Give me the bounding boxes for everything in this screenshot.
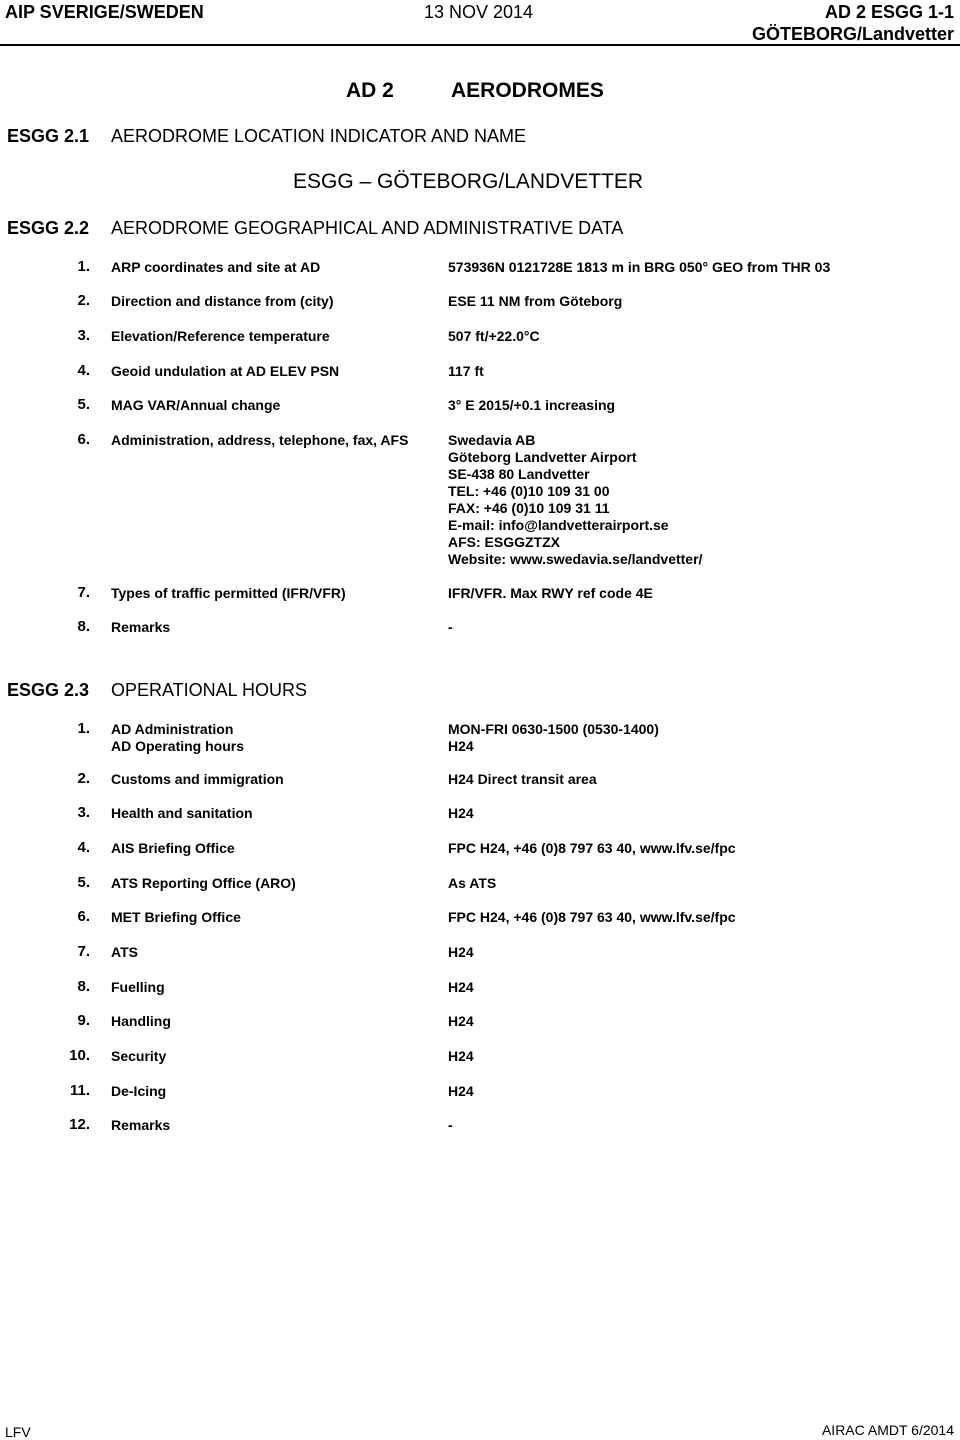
- row-label-line: Types of traffic permitted (IFR/VFR): [111, 585, 346, 601]
- row-label: [111, 1083, 166, 1100]
- row-label: [111, 771, 284, 788]
- row-number: 1.: [77, 258, 90, 275]
- header-right: [752, 1, 954, 45]
- row-value: [448, 979, 474, 996]
- section-code-2-2: ESGG 2.2: [7, 218, 90, 238]
- row-value: [448, 721, 659, 755]
- row-number: 3.: [77, 327, 90, 344]
- row-label: [111, 293, 333, 310]
- row-value-line: IFR/VFR. Max RWY ref code 4E: [448, 585, 653, 601]
- row-label: [111, 840, 235, 857]
- row-value: [448, 1013, 474, 1030]
- row-value-line: As ATS: [448, 875, 497, 891]
- header-aerodrome: GÖTEBORG/Landvetter: [751, 24, 954, 44]
- row-number: 2.: [77, 292, 90, 309]
- row-value: [448, 1048, 474, 1065]
- row-label-line: ATS Reporting Office (ARO): [111, 875, 296, 891]
- row-label: [111, 721, 244, 755]
- row-label-line: Handling: [111, 1013, 171, 1029]
- row-value: [448, 944, 474, 961]
- row-number: 11.: [69, 1082, 90, 1099]
- row-value-line: Website: www.swedavia.se/landvetter/: [448, 551, 703, 567]
- row-value: [448, 1083, 474, 1100]
- row-value: [448, 805, 474, 822]
- footer-right: AIRAC AMDT 6/2014: [821, 1422, 954, 1438]
- row-value-line: H24: [448, 738, 474, 754]
- row-label-line: ARP coordinates and site at AD: [111, 259, 321, 275]
- row-label: [111, 328, 330, 345]
- header-date: 13 NOV 2014: [424, 2, 534, 22]
- row-number: 8.: [77, 978, 90, 995]
- row-label: [111, 909, 241, 926]
- row-value-line: 507 ft/+22.0°C: [448, 328, 540, 344]
- row-label-line: Remarks: [111, 619, 171, 635]
- row-value: [448, 397, 615, 414]
- row-value: [448, 432, 702, 568]
- row-value-line: 117 ft: [448, 363, 484, 379]
- row-label: [111, 432, 408, 449]
- row-value-line: FAX: +46 (0)10 109 31 11: [448, 500, 610, 516]
- row-value-line: -: [448, 1117, 453, 1133]
- row-label: [111, 875, 296, 892]
- row-value: [448, 259, 830, 276]
- row-value-line: 3° E 2015/+0.1 increasing: [448, 397, 616, 413]
- row-value: [448, 363, 484, 380]
- row-number: 3.: [77, 804, 90, 821]
- row-label: [111, 944, 138, 961]
- row-number: 12.: [69, 1116, 90, 1133]
- row-label-line: AIS Briefing Office: [111, 840, 235, 856]
- row-label: [111, 1048, 166, 1065]
- row-value-line: H24 Direct transit area: [448, 771, 597, 787]
- row-value: [448, 619, 453, 636]
- row-label-line: MET Briefing Office: [111, 909, 241, 925]
- row-value-line: AFS: ESGGZTZX: [448, 534, 560, 550]
- row-value-line: FPC H24, +46 (0)8 797 63 40, www.lfv.se/fpc: [448, 909, 736, 925]
- row-value: [448, 840, 736, 857]
- row-label-line: MAG VAR/Annual change: [111, 397, 281, 413]
- part-title: AD 2: [346, 79, 394, 102]
- row-value: [448, 585, 653, 602]
- row-value-line: Swedavia AB: [448, 432, 536, 448]
- footer-left: LFV: [5, 1424, 31, 1440]
- row-label: [111, 979, 165, 996]
- row-value-line: H24: [448, 979, 474, 995]
- row-label-line: Health and sanitation: [111, 805, 253, 821]
- row-label: [111, 1013, 171, 1030]
- row-number: 5.: [77, 874, 90, 891]
- row-number: 1.: [77, 720, 90, 737]
- row-value: [448, 909, 736, 926]
- row-value-line: E-mail: info@landvetterairport.se: [448, 517, 669, 533]
- row-value-line: SE-438 80 Landvetter: [448, 466, 590, 482]
- row-number: 7.: [77, 584, 90, 601]
- row-number: 2.: [77, 770, 90, 787]
- row-label-line: AD Operating hours: [111, 738, 245, 754]
- row-value-line: Göteborg Landvetter Airport: [448, 449, 637, 465]
- row-value-line: H24: [448, 944, 474, 960]
- row-value-line: H24: [448, 1083, 474, 1099]
- row-label-line: AD Administration: [111, 721, 234, 737]
- row-label: [111, 363, 339, 380]
- row-label-line: Administration, address, telephone, fax, AFS: [111, 432, 409, 448]
- row-value: [448, 875, 496, 892]
- row-label-line: Elevation/Reference temperature: [111, 328, 330, 344]
- row-value: [448, 1117, 453, 1134]
- row-label-line: Geoid undulation at AD ELEV PSN: [111, 363, 340, 379]
- row-value-line: MON-FRI 0630-1500 (0530-1400): [448, 721, 659, 737]
- row-number: 9.: [77, 1012, 90, 1029]
- section-title-2-1: AERODROME LOCATION INDICATOR AND NAME: [111, 126, 527, 146]
- row-label-line: Direction and distance from (city): [111, 293, 334, 309]
- row-value-line: H24: [448, 805, 474, 821]
- row-label-line: Customs and immigration: [111, 771, 284, 787]
- row-number: 6.: [77, 908, 90, 925]
- row-number: 10.: [69, 1047, 90, 1064]
- row-label: [111, 397, 280, 414]
- header-left: AIP SVERIGE/SWEDEN: [5, 2, 204, 22]
- row-number: 4.: [77, 839, 90, 856]
- row-value-line: H24: [448, 1013, 474, 1029]
- row-value-line: 573936N 0121728E 1813 m in BRG 050° GEO from THR 03: [448, 259, 831, 275]
- row-label-line: De-Icing: [111, 1083, 167, 1099]
- row-number: 4.: [77, 362, 90, 379]
- row-number: 6.: [77, 431, 90, 448]
- row-value-line: TEL: +46 (0)10 109 31 00: [448, 483, 610, 499]
- row-value: [448, 771, 597, 788]
- row-label-line: ATS: [111, 944, 138, 960]
- row-label: [111, 619, 170, 636]
- row-value-line: H24: [448, 1048, 474, 1064]
- section-title-2-3: OPERATIONAL HOURS: [111, 680, 308, 700]
- row-label: [111, 1117, 170, 1134]
- row-value-line: -: [448, 619, 453, 635]
- header-rule: [0, 44, 960, 46]
- section-code-2-3: ESGG 2.3: [7, 680, 90, 700]
- row-label: [111, 259, 320, 276]
- section-code-2-1: ESGG 2.1: [7, 126, 90, 146]
- row-number: 5.: [77, 396, 90, 413]
- row-value-line: FPC H24, +46 (0)8 797 63 40, www.lfv.se/fpc: [448, 840, 736, 856]
- row-label: [111, 585, 346, 602]
- part-name: AERODROMES: [451, 79, 604, 102]
- row-value: [448, 328, 540, 345]
- row-label: [111, 805, 253, 822]
- row-number: 7.: [77, 943, 90, 960]
- aerodrome-name: ESGG – GÖTEBORG/LANDVETTER: [293, 170, 644, 193]
- row-value-line: ESE 11 NM from Göteborg: [448, 293, 623, 309]
- header-page-ref: AD 2 ESGG 1-1: [824, 2, 954, 22]
- row-number: 8.: [77, 618, 90, 635]
- row-label-line: Fuelling: [111, 979, 165, 995]
- row-label-line: Security: [111, 1048, 167, 1064]
- row-label-line: Remarks: [111, 1117, 171, 1133]
- row-value: [448, 293, 622, 310]
- section-title-2-2: AERODROME GEOGRAPHICAL AND ADMINISTRATIVE DATA: [111, 218, 624, 238]
